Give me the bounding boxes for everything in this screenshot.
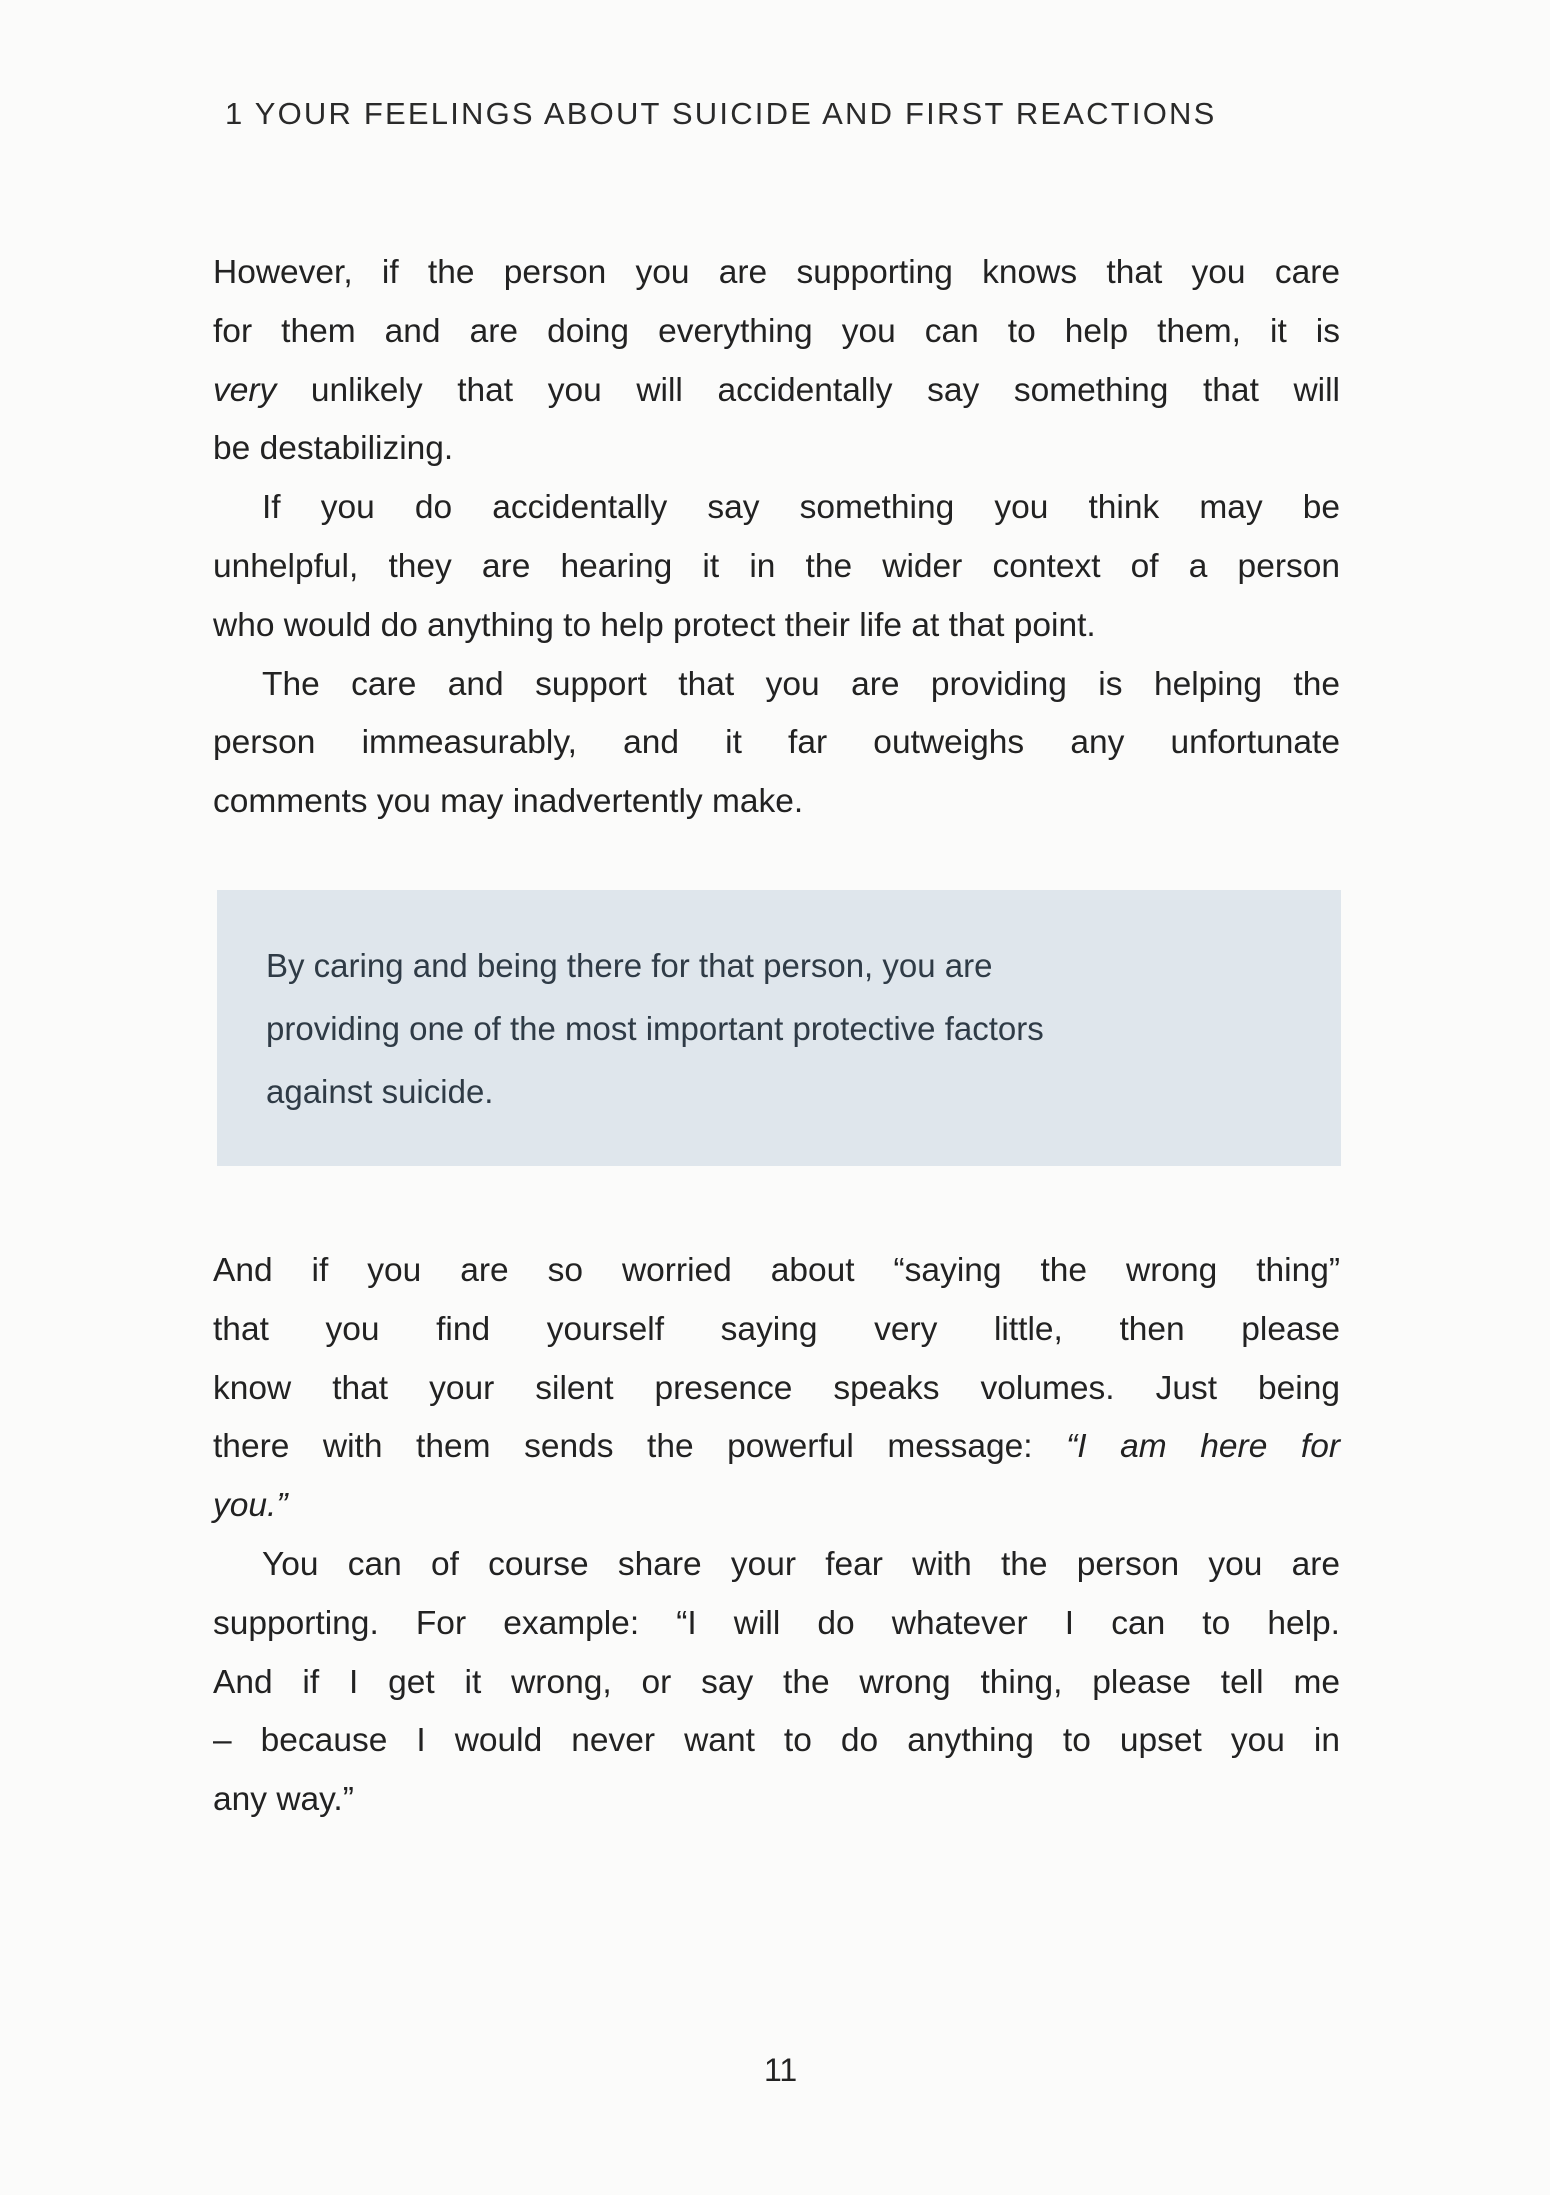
text: The care and support that you are providing is helping the (262, 665, 1340, 703)
text-line (213, 714, 1340, 773)
text-line (213, 656, 1340, 715)
callout-text (266, 934, 1044, 1123)
text: If you do accidentally say something you think may be (262, 489, 1340, 527)
text-line (213, 1418, 1340, 1477)
text-line (213, 1477, 1340, 1536)
body-text-group-1 (213, 244, 1340, 832)
text: any way.” (213, 1781, 354, 1819)
text: However, if the person you are supporting knows that you care (213, 254, 1340, 291)
text-line (213, 1712, 1340, 1771)
callout-line: providing one of the most important protective factors (266, 1010, 1044, 1047)
text-line (213, 1771, 1340, 1830)
text: unlikely that you will accidentally say something that will (276, 371, 1340, 409)
italic-text: very (213, 371, 277, 409)
text-line (213, 362, 1340, 421)
text-line (213, 479, 1340, 538)
text: – because I would never want to do anything to upset you in (213, 1722, 1340, 1760)
text-line (213, 1654, 1340, 1713)
text-line (213, 773, 1340, 832)
text-line (213, 1301, 1340, 1360)
text-line (213, 244, 1340, 303)
text: You can of course share your fear with the person you are (262, 1545, 1340, 1583)
text: who would do anything to help protect their life at that point. (213, 606, 1096, 644)
page-number: 11 (764, 2052, 798, 2088)
text-line (213, 1536, 1340, 1595)
text-line (213, 597, 1340, 656)
callout-box (217, 890, 1341, 1166)
italic-text: “I am here for (1066, 1428, 1340, 1466)
text: know that your silent presence speaks volumes. Just being (213, 1369, 1340, 1407)
text: person immeasurably, and it far outweighs any unfortunate (213, 724, 1340, 762)
text: comments you may inadvertently make. (213, 783, 804, 821)
italic-text: you.” (213, 1487, 288, 1525)
text: And if you are so worried about “saying the wrong thing” (213, 1252, 1340, 1289)
text-line (213, 1595, 1340, 1654)
text-line (213, 420, 1340, 479)
text: And if I get it wrong, or say the wrong thing, please tell me (213, 1663, 1340, 1701)
text: unhelpful, they are hearing it in the wider context of a person (213, 547, 1340, 585)
body-text-group-2 (213, 1242, 1340, 1830)
callout-line: against suicide. (266, 1073, 494, 1110)
text-line (213, 1242, 1340, 1301)
text: for them and are doing everything you can to help them, it is (213, 312, 1340, 350)
text: there with them sends the powerful message: (213, 1428, 1067, 1466)
text-line (213, 538, 1340, 597)
running-head: 1 YOUR FEELINGS ABOUT SUICIDE AND FIRST REACTIONS (225, 96, 1217, 131)
text: be destabilizing. (213, 430, 454, 468)
text: supporting. For example: “I will do whatever I can to help. (213, 1604, 1340, 1642)
text-line (213, 1360, 1340, 1419)
callout-line: By caring and being there for that person, you are (266, 947, 993, 984)
text-line (213, 303, 1340, 362)
text: that you find yourself saying very little, then please (213, 1310, 1340, 1348)
